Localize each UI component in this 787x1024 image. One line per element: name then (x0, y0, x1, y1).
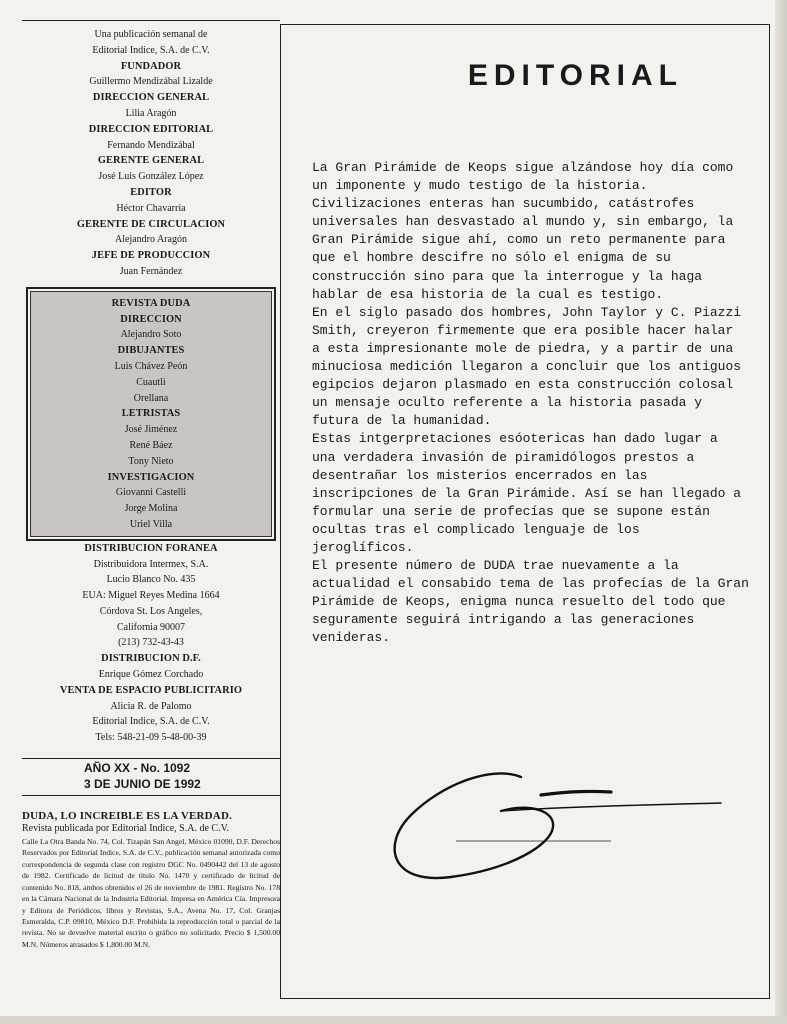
editorial-line: ocultas tras el complicado lenguaje de los (312, 521, 640, 537)
staff-box-line-heading: DIRECCION (120, 313, 182, 325)
staff-box-line-heading: DIBUJANTES (117, 345, 185, 357)
staff-box-line-entry: Alejandro Soto (120, 329, 182, 341)
distribution-line-entry: EUA: Miguel Reyes Medina 1664 (82, 590, 220, 602)
distribution-line-heading: DISTRIBUCION FORANEA (84, 542, 218, 554)
editorial-line: En el siglo pasado dos hombres, John Taylor y C. Piazzi (312, 304, 742, 320)
editorial-line: Civilizaciones enteras han sucumbido, catástrofes (312, 196, 695, 212)
masthead-line-entry: Alejandro Aragón (115, 234, 187, 246)
distribution-line-entry: California 90007 (116, 621, 186, 633)
editorial-line: que el hombre descifre no sólo el enigma de su (312, 250, 671, 266)
editorial-line: a esta impresionante mole de piedra, y a partir de una (312, 340, 734, 356)
editorial-line: Pirámide de Keops, enigma nunca resuelto del todo que (312, 594, 726, 610)
masthead-line-entry: Una publicación semanal de (94, 29, 208, 40)
staff-box-line-entry: Jorge Molina (124, 503, 178, 515)
masthead-line-entry: Juan Fernández (119, 265, 183, 277)
staff-box-line-heading: INVESTIGACION (107, 471, 195, 483)
editorial-line: La Gran Pirámide de Keops sigue alzándose hoy día como (312, 160, 734, 175)
editorial-line: construcción sino para que la interrogue y la haga (312, 268, 703, 284)
masthead-line-heading: DIRECCION EDITORIAL (88, 123, 214, 135)
masthead-staff-list (22, 27, 280, 280)
issue-number: AÑO XX - No. 1092 (84, 761, 191, 776)
staff-box-line-entry: Orellana (133, 392, 169, 404)
legal-notice (22, 810, 280, 950)
editorial-line: Estas intgerpretaciones esóotericas han dado lugar a (312, 431, 718, 447)
editorial-line: hablar de esa historia de la cual es testigo. (312, 286, 664, 302)
editorial-line: seguramente seguirá intrigando a las generaciones (312, 612, 695, 628)
staff-box-line-entry: Tony Nieto (128, 455, 174, 467)
editorial-line: egipcios dejaron plasmado en esta construcción colosal (312, 377, 734, 393)
masthead-line-heading: GERENTE DE CIRCULACION (76, 218, 226, 230)
editorial-frame (280, 24, 770, 999)
masthead-line-entry: José Luis González López (98, 171, 204, 183)
distribution-line-heading: DISTRIBUCION D.F. (101, 653, 201, 665)
distribution-line-entry: Córdova St. Los Angeles, (99, 605, 203, 617)
editorial-line: desentrañar los misterios encerrados en las (312, 467, 648, 483)
masthead-line-heading: FUNDADOR (120, 60, 182, 72)
staff-box-line-entry: Luis Chávez Peón (114, 360, 188, 372)
editorial-line: Smith, creyeron firmemente que era posible hacer halar (312, 322, 734, 338)
editorial-line: inscripciones de la Gran Pirámide. Así se han llegado a (312, 485, 742, 501)
staff-box-line-entry: Cuautli (136, 376, 166, 388)
distribution-line-heading: VENTA DE ESPACIO PUBLICITARIO (59, 684, 243, 696)
distribution-line-entry: (213) 732-43-43 (118, 637, 184, 649)
editorial-line: formular una serie de profecías que se supone están (312, 503, 710, 519)
staff-box-line-heading: LETRISTAS (121, 408, 181, 420)
masthead-line-heading: JEFE DE PRODUCCION (91, 250, 211, 262)
masthead-line-heading: DIRECCION GENERAL (92, 92, 210, 104)
distribution-line-entry: Tels: 548-21-09 5-48-00-39 (95, 732, 207, 744)
masthead-line-heading: GERENTE GENERAL (97, 155, 205, 167)
legal-subtitle: Revista publicada por Editorial Indice, S.A. de C.V. (22, 823, 229, 835)
legal-body: Calle La Otra Banda No. 74, Col. Tizapán San Angel, México 01090, D.F. Derechos Reservados por Editorial Indice, S.A. de C.V., publicación semanal autorizada como correspondencia de segunda clase con registro DGC No. 0490442 del 13 de agosto de 1982. Certificado de licitud de título No. 1470 y certificado de licitud de contenido No. 818, ambos obtenidos el 26 de noviembre de 1981. Registro No. 178 en la Cámara Nacional de la Industria Editorial. Impresa en América Cía. Impresora y Editora de Periódicos, libros y Revistas, S.A., Avena No. 17, Col. Granjas Esmeralda, C.P. 09810, México D.F. Prohibida la reproducción total o parcial de la revista. No se devuelve material escrito o gráfico no solicitado. Precio $ 1,500.00 M.N. Números atrasados $ 1,800.00 M.N. (22, 837, 280, 949)
editorial-line: una verdadera invasión de piramidólogos prestos a (312, 449, 695, 465)
staff-box-line-entry: René Báez (129, 439, 173, 451)
masthead-line-entry: Guillermo Mendizábal Lizalde (89, 76, 213, 88)
distribution-line-entry: Alicia R. de Palomo (110, 700, 192, 712)
staff-box-line-heading: REVISTA DUDA (111, 297, 191, 309)
staff-box-line-entry: Uriel Villa (129, 518, 173, 530)
editorial-line: El presente número de DUDA trae nuevamente a la (312, 558, 679, 574)
scan-bottom-edge (0, 1016, 787, 1024)
editorial-line: futura de la humanidad. (312, 413, 492, 429)
signature-image (381, 745, 761, 885)
editorial-line: minuciosa medición llegaron a concluir que los antiguos (312, 359, 742, 375)
legal-title: DUDA, LO INCREIBLE ES LA VERDAD. (22, 810, 233, 823)
editorial-line: un imponente y mudo testigo de la historia. (312, 178, 648, 194)
distribution-line-entry: Enrique Gómez Corchado (98, 669, 204, 681)
staff-box-line-entry: Giovanni Castelli (115, 487, 187, 499)
masthead-line-entry: Héctor Chavarría (116, 202, 186, 214)
editorial-line: actualidad el consabido tema de las profecías de la Gran (312, 576, 749, 592)
editorial-line: universales han desvastado al mundo y, sin embargo, la (312, 214, 734, 230)
scan-page-edge (775, 0, 787, 1024)
staff-box-line-entry: José Jiménez (124, 424, 178, 436)
editorial-body (312, 159, 750, 648)
masthead-line-entry: Editorial Indice, S.A. de C.V. (92, 44, 210, 56)
editorial-line: un mensaje oculto referente a la historia pasada y (312, 395, 703, 411)
editorial-line: venideras. (312, 630, 391, 646)
masthead-top-rule (22, 20, 280, 21)
editorial-title: EDITORIAL (467, 59, 683, 92)
distribution-list (22, 541, 280, 746)
masthead-line-entry: Fernando Mendizábal (107, 139, 195, 151)
duda-staff-list (30, 291, 272, 537)
masthead-column (22, 20, 280, 950)
issue-date: 3 DE JUNIO DE 1992 (84, 776, 201, 791)
editorial-line: Gran Pirámide sigue ahí, como un reto permanente para (312, 232, 726, 248)
editorial-line: jeroglíficos. (312, 539, 414, 555)
masthead-line-heading: EDITOR (130, 186, 172, 198)
distribution-line-entry: Editorial Indice, S.A. de C.V. (92, 716, 210, 728)
issue-info (22, 758, 280, 796)
masthead-line-entry: Lilia Aragón (125, 107, 177, 119)
duda-staff-box (26, 287, 276, 541)
distribution-line-entry: Lucio Blanco No. 435 (106, 574, 196, 586)
distribution-line-entry: Distribuidora Intermex, S.A. (93, 558, 209, 570)
